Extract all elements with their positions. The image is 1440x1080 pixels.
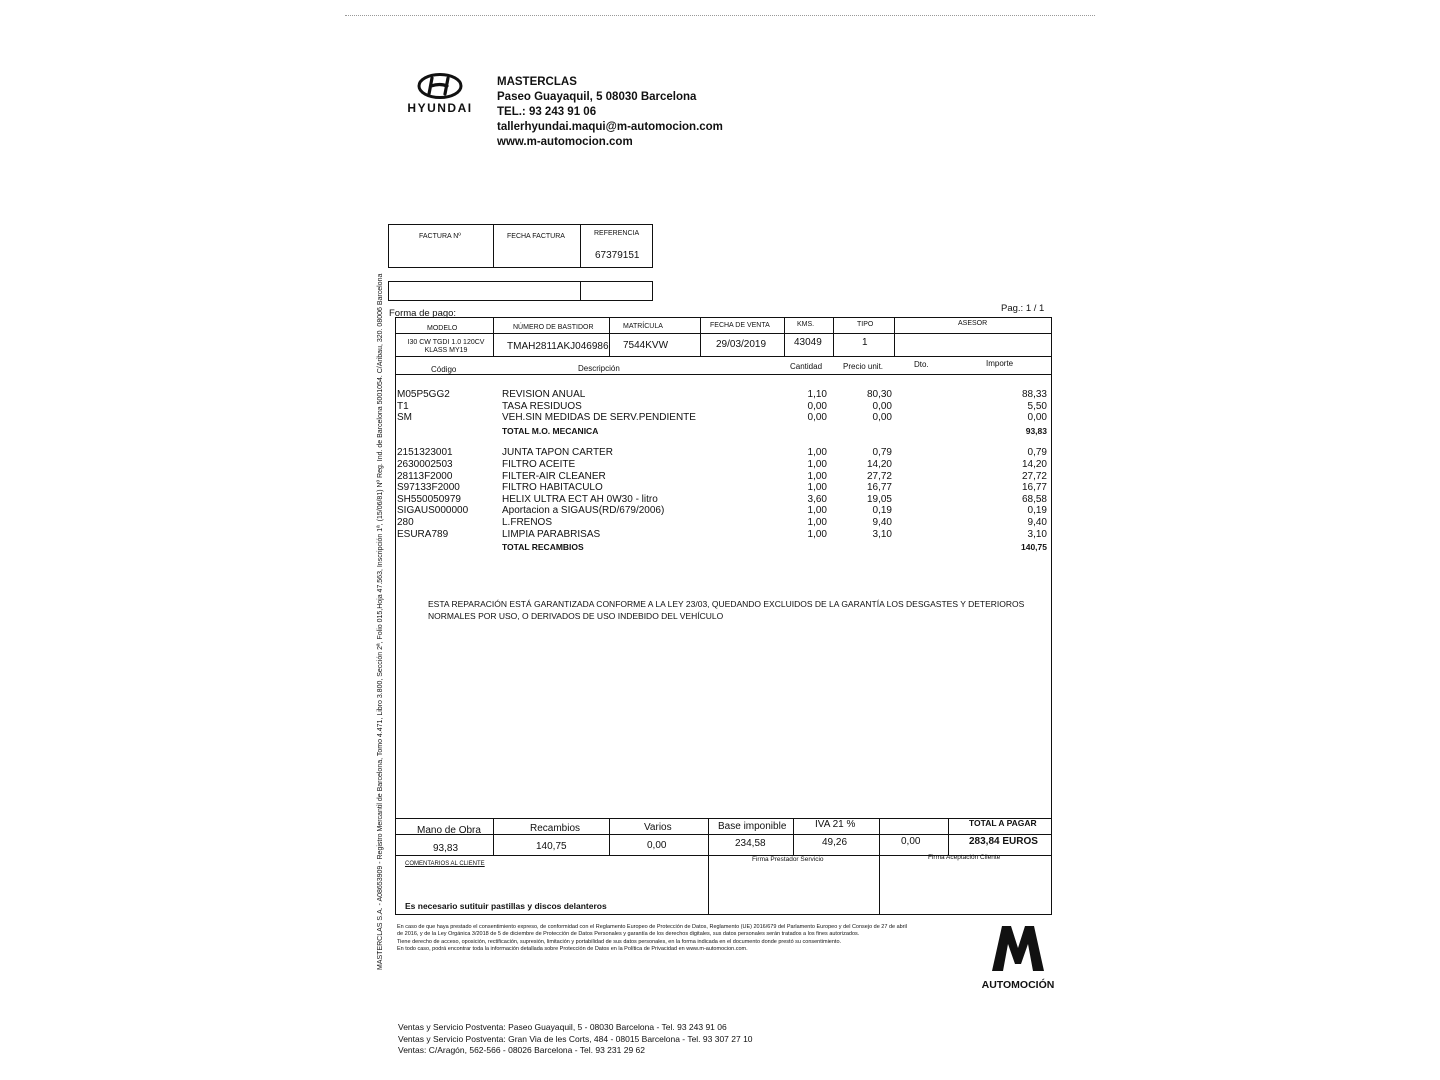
factura-label: FACTURA Nº — [419, 233, 461, 240]
line-code: 2151323001 — [397, 447, 453, 459]
guarantee-text: ESTA REPARACIÓN ESTÁ GARANTIZADA CONFORME A LA LEY 23/03, QUEDANDO EXCLUIDOS DE LA GARANTÍA LOS DESGASTES Y DETERIOROS NORMALES POR USO, O DERIVADOS DE USO INDEBIDO DEL VEHÍCULO — [428, 599, 1025, 621]
col-precio: Precio unit. — [843, 362, 884, 371]
base-value: 234,58 — [735, 838, 766, 849]
hyundai-emblem-icon — [417, 73, 463, 99]
line-amount: 5,50 — [1027, 400, 1047, 412]
line-description: JUNTA TAPON CARTER — [502, 447, 613, 459]
kms-value: 43049 — [794, 337, 822, 348]
line-code: SIGAUS000000 — [397, 505, 469, 517]
line-description: VEH.SIN MEDIDAS DE SERV.PENDIENTE — [502, 412, 696, 424]
line-quantity: 1,00 — [807, 528, 827, 540]
table-row — [397, 517, 1052, 529]
parts-total-row — [397, 542, 1052, 554]
line-price: 3,10 — [872, 528, 892, 540]
iva-label: IVA 21 % — [815, 819, 856, 830]
line-code: 28113F2000 — [397, 470, 453, 482]
footer-line: Ventas y Servicio Postventa: Paseo Guayaquil, 5 - 08030 Barcelona - Tel. 93 243 91 06 — [398, 1022, 727, 1032]
referencia-label: REFERENCIA — [594, 230, 640, 237]
line-amount: 3,10 — [1027, 528, 1047, 540]
recambios-label: Recambios — [530, 823, 581, 834]
company-web: www.m-automocion.com — [497, 136, 633, 148]
line-price: 0,00 — [872, 412, 892, 424]
fecha-factura-label: FECHA FACTURA — [507, 233, 565, 240]
line-price: 0,79 — [872, 447, 892, 459]
parts-total-label: TOTAL RECAMBIOS — [502, 542, 584, 553]
invoice-lines — [397, 389, 1052, 554]
kms-label: KMS. — [797, 321, 815, 328]
table-row — [397, 389, 1052, 401]
line-quantity: 1,00 — [807, 516, 827, 528]
line-quantity: 1,10 — [807, 389, 827, 400]
line-quantity: 0,00 — [807, 400, 827, 412]
invoice-sub-box — [388, 281, 653, 301]
tipo-label: TIPO — [857, 321, 874, 328]
table-row — [397, 412, 1052, 424]
scan-top-line — [345, 15, 1095, 16]
iva-value: 49,26 — [822, 837, 848, 848]
firma-cliente-label: Firma Aceptación Cliente — [928, 854, 1001, 861]
line-price: 9,40 — [872, 516, 892, 528]
mano-obra-value: 93,83 — [433, 843, 459, 854]
table-row — [397, 505, 1052, 517]
legal-line: Tiene derecho de acceso, oposición, rectificación, supresión, limitación y portabilidad de sus datos personales, en la forma indicada en el documento donde prestó su consentimiento. — [397, 938, 842, 945]
m-logo-icon — [989, 924, 1047, 972]
line-description: FILTRO HABITACULO — [502, 482, 603, 494]
base-label: Base imponible — [718, 821, 787, 832]
line-description: REVISION ANUAL — [502, 389, 586, 400]
fecha-venta-value: 29/03/2019 — [716, 339, 767, 350]
comments-text: Es necesario sutituir pastillas y discos delanteros — [405, 901, 607, 911]
line-code: SM — [397, 412, 412, 424]
extra-value: 0,00 — [901, 836, 921, 847]
legal-line: de 2016, y de la Ley Orgánica 3/2018 de 5 de diciembre de Protección de Datos Personales y garantía de los derechos digitales, sus datos personales serán tratados a los fines autorizados. — [397, 931, 860, 938]
footer-line: Ventas: C/Aragón, 562-566 - 08026 Barcelona - Tel. 93 231 29 62 — [398, 1045, 645, 1055]
modelo-value: I30 CW TGDI 1.0 120CV KLASS MY19 — [407, 339, 485, 354]
line-price: 0,00 — [872, 400, 892, 412]
varios-value: 0,00 — [647, 840, 667, 851]
line-quantity: 1,00 — [807, 447, 827, 459]
table-row — [397, 529, 1052, 541]
m-logo-word: AUTOMOCIÓN — [981, 979, 1055, 991]
line-price: 14,20 — [866, 458, 892, 470]
line-price: 27,72 — [866, 470, 892, 482]
line-quantity: 0,00 — [807, 412, 827, 424]
line-price: 0,19 — [872, 505, 892, 517]
line-description: TASA RESIDUOS — [502, 400, 582, 412]
recambios-value: 140,75 — [536, 841, 567, 852]
line-code: ESURA789 — [397, 528, 449, 540]
line-description: HELIX ULTRA ECT AH 0W30 - litro — [502, 493, 658, 505]
line-amount: 16,77 — [1021, 482, 1047, 494]
table-row — [397, 447, 1052, 459]
line-amount: 14,20 — [1021, 458, 1047, 470]
line-amount: 0,00 — [1027, 412, 1047, 424]
col-importe: Importe — [986, 359, 1014, 368]
line-amount: 27,72 — [1021, 470, 1047, 482]
total-value: 283,84 EUROS — [969, 836, 1038, 847]
col-dto: Dto. — [914, 360, 929, 369]
line-price: 80,30 — [866, 389, 892, 400]
tipo-value: 1 — [862, 337, 868, 348]
line-quantity: 1,00 — [807, 482, 827, 494]
line-description: L.FRENOS — [502, 516, 553, 528]
labour-total-label: TOTAL M.O. MECANICA — [502, 425, 599, 436]
parts-total-value: 140,75 — [1021, 542, 1047, 553]
line-description: FILTER-AIR CLEANER — [502, 470, 606, 482]
line-code: S97133F2000 — [397, 482, 460, 494]
bastidor-label: NÚMERO DE BASTIDOR — [513, 324, 594, 331]
brand-name: HYUNDAI — [407, 101, 473, 115]
mano-obra-label: Mano de Obra — [417, 825, 481, 836]
table-row — [397, 401, 1052, 413]
labour-total-row — [397, 426, 1052, 438]
line-amount: 88,33 — [1021, 389, 1047, 400]
invoice-header-box — [388, 224, 653, 268]
referencia-value: 67379151 — [595, 250, 640, 261]
col-codigo: Código — [431, 365, 457, 374]
table-row — [397, 471, 1052, 483]
line-code: SH550050979 — [397, 493, 461, 505]
line-code: M05P5GG2 — [397, 389, 450, 400]
line-quantity: 1,00 — [807, 505, 827, 517]
matricula-value: 7544KVW — [623, 340, 669, 351]
table-row — [397, 494, 1052, 506]
legal-text — [397, 924, 987, 953]
line-quantity: 3,60 — [807, 493, 827, 505]
line-amount: 0,19 — [1027, 505, 1047, 517]
firma-prestador-label: Firma Prestador Servicio — [752, 856, 824, 863]
forma-pago-label: Forma de pago: — [389, 308, 457, 319]
m-automocion-logo — [978, 924, 1058, 991]
line-quantity: 1,00 — [807, 458, 827, 470]
table-row — [397, 482, 1052, 494]
hyundai-logo — [405, 73, 475, 115]
bastidor-value: TMAH2811AKJ046986 — [507, 341, 609, 352]
company-email: tallerhyundai.maqui@m-automocion.com — [497, 121, 723, 133]
footer-addresses — [398, 1022, 753, 1057]
company-tel: TEL.: 93 243 91 06 — [497, 106, 597, 118]
line-code: T1 — [397, 400, 409, 412]
table-row — [397, 459, 1052, 471]
line-amount: 0,79 — [1027, 447, 1047, 459]
company-name: MASTERCLAS — [497, 76, 577, 88]
registry-vertical-text: MASTERCLAS S.A. - A08653909 - Registro Mercantil de Barcelona, Tomo 4.471, Libro 3.800, Sección 2ª, Folio 015,Hoja 47.563, Inscripción 1ª, (15/06/81) Nº Reg. Ind. de Barcelona 5001054. C/Aribau, 320. 08006 Barcelona — [377, 273, 384, 970]
company-address: Paseo Guayaquil, 5 08030 Barcelona — [497, 91, 697, 103]
company-block — [497, 75, 723, 150]
line-amount: 68,58 — [1021, 493, 1047, 505]
comments-label: COMENTARIOS AL CLIENTE — [405, 861, 485, 867]
line-description: FILTRO ACEITE — [502, 458, 576, 470]
line-amount: 9,40 — [1027, 516, 1047, 528]
col-cantidad: Cantidad — [790, 362, 823, 371]
line-code: 280 — [397, 516, 414, 528]
total-label: TOTAL A PAGAR — [969, 818, 1037, 828]
line-code: 2630002503 — [397, 458, 453, 470]
legal-line: En todo caso, podrá encontrar toda la información detallada sobre Protección de Datos en la Política de Privacidad en www.m-automocion.com. — [397, 945, 748, 952]
matricula-label: MATRÍCULA — [623, 323, 663, 330]
page-number: Pag.: 1 / 1 — [1001, 303, 1045, 314]
footer-line: Ventas y Servicio Postventa: Gran Via de les Corts, 484 - 08015 Barcelona - Tel. 93 307 27 10 — [398, 1033, 753, 1044]
line-price: 16,77 — [866, 482, 892, 494]
modelo-label: MODELO — [427, 325, 458, 332]
line-description: Aportacion a SIGAUS(RD/679/2006) — [502, 505, 665, 517]
asesor-label: ASESOR — [958, 320, 988, 327]
varios-label: Varios — [644, 822, 672, 833]
line-description: LIMPIA PARABRISAS — [502, 528, 601, 540]
labour-total-value: 93,83 — [1025, 425, 1047, 436]
legal-line: En caso de que haya prestado el consentimiento expreso, de conformidad con el Reglamento Europeo de Protección de Datos, Reglamento (UE) 2016/679 del Parlamento Europeo y del Consejo de 27 de abril — [397, 924, 907, 930]
line-price: 19,05 — [866, 493, 892, 505]
line-quantity: 1,00 — [807, 470, 827, 482]
fecha-venta-label: FECHA DE VENTA — [710, 322, 770, 329]
col-descripcion: Descripción — [578, 364, 620, 373]
